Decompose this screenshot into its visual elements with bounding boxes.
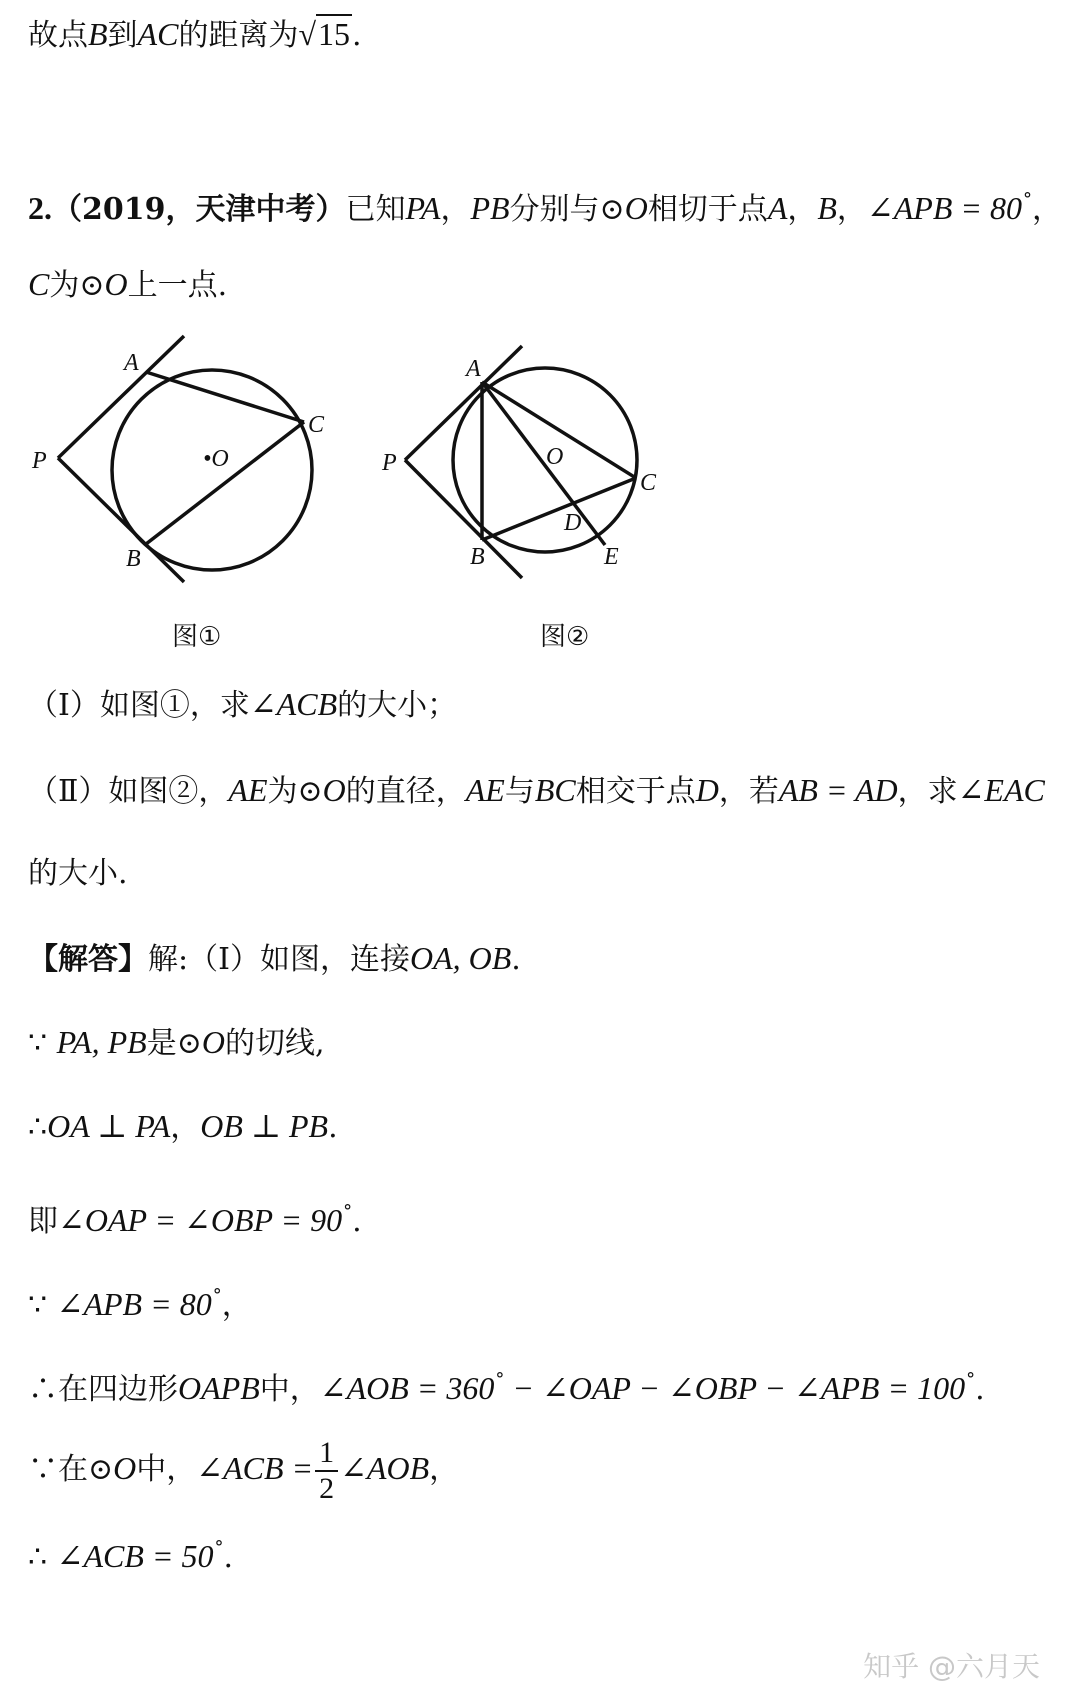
text: 故点 bbox=[28, 18, 88, 53]
text: 的大小； bbox=[337, 688, 458, 723]
var: − ∠OAP − ∠OBP − ∠APB = 100 bbox=[504, 1370, 966, 1406]
fig2-diameter-ae bbox=[482, 382, 605, 545]
var: AE bbox=[228, 772, 268, 808]
text: （Ⅱ）如图②， bbox=[28, 774, 229, 809]
var: OA, OB bbox=[409, 940, 512, 976]
var: PB bbox=[470, 190, 510, 226]
var: OA ⊥ PA bbox=[47, 1108, 171, 1144]
text-line-distance bbox=[28, 14, 362, 56]
because-symbol: ∵ bbox=[28, 1288, 48, 1323]
answer-intro bbox=[28, 938, 521, 980]
fig1-label-c: C bbox=[308, 412, 325, 438]
text: 是⊙ bbox=[146, 1026, 202, 1061]
text: 中， bbox=[259, 1372, 320, 1407]
fig2-tangent-pa bbox=[405, 346, 522, 460]
degree: ° bbox=[212, 1285, 222, 1306]
text: . bbox=[352, 1204, 362, 1239]
var: OB ⊥ PB bbox=[200, 1108, 329, 1144]
answer-step-6 bbox=[28, 1436, 459, 1506]
var: B bbox=[817, 190, 837, 226]
question-2-cont bbox=[28, 854, 128, 894]
watermark: 知乎 @六月天 bbox=[863, 1650, 1040, 1683]
text: 即 bbox=[28, 1204, 58, 1239]
var: ∠APB = 80 bbox=[866, 190, 1022, 226]
answer-step-5 bbox=[28, 1360, 985, 1410]
answer-label: 【解答】 bbox=[28, 942, 148, 977]
var: O bbox=[104, 266, 128, 302]
text: ，求 bbox=[897, 774, 958, 809]
problem-line-1 bbox=[28, 180, 1062, 230]
var: AB = AD bbox=[778, 772, 898, 808]
fig2-label-b: B bbox=[470, 544, 485, 570]
text: . bbox=[975, 1372, 985, 1407]
var: ∠AOB bbox=[340, 1450, 430, 1486]
var: O bbox=[201, 1024, 225, 1060]
figure-2 bbox=[370, 330, 670, 600]
because-symbol: ∵ bbox=[28, 1026, 48, 1061]
problem-line-2 bbox=[28, 264, 227, 306]
answer-step-1 bbox=[28, 1022, 325, 1064]
var: ∠ACB = bbox=[196, 1450, 314, 1486]
denominator: 2 bbox=[319, 1472, 335, 1505]
therefore-symbol: ∴ bbox=[28, 1540, 48, 1575]
var: ∠EAC bbox=[957, 772, 1045, 808]
fig2-label-c: C bbox=[640, 470, 657, 496]
fig1-tangent-pb bbox=[58, 458, 184, 582]
fig2-label-e: E bbox=[604, 544, 619, 570]
text: . bbox=[223, 1540, 234, 1575]
fig1-label-p: P bbox=[32, 448, 47, 474]
text: 已知 bbox=[345, 192, 406, 227]
text: ，若 bbox=[718, 774, 779, 809]
degree: ° bbox=[495, 1369, 505, 1390]
text: 相切于点 bbox=[647, 192, 768, 227]
text: ， bbox=[170, 1110, 201, 1145]
fig1-label-b: B bbox=[126, 546, 141, 572]
answer-step-3 bbox=[28, 1192, 362, 1242]
var: PA, PB bbox=[56, 1024, 147, 1060]
degree: ° bbox=[343, 1201, 353, 1222]
var: C bbox=[28, 266, 50, 302]
var: ∠APB = 80 bbox=[56, 1286, 212, 1322]
degree: ° bbox=[1022, 189, 1032, 210]
question-2 bbox=[28, 770, 1045, 812]
var: PA bbox=[405, 190, 441, 226]
text: （Ⅰ）如图①，求 bbox=[28, 688, 250, 723]
fig2-label-o: O bbox=[546, 444, 564, 470]
var: BC bbox=[534, 772, 576, 808]
fig2-label-a: A bbox=[466, 356, 481, 382]
fraction-half bbox=[315, 1436, 338, 1506]
degree: ° bbox=[966, 1369, 976, 1390]
var: D bbox=[695, 772, 719, 808]
fig1-chord-bc bbox=[146, 422, 304, 544]
fig1-caption: 图① bbox=[172, 622, 222, 652]
text: ， bbox=[1031, 192, 1062, 227]
text: ， bbox=[429, 1452, 460, 1487]
text: . bbox=[328, 1110, 338, 1145]
answer-step-7 bbox=[28, 1528, 233, 1578]
problem-source: （2019，天津中考） bbox=[52, 192, 346, 227]
var: ∠OAP = ∠OBP = 90 bbox=[58, 1202, 343, 1238]
text: ， bbox=[440, 192, 471, 227]
text: 在四边形 bbox=[58, 1372, 178, 1407]
sqrt: √15 bbox=[298, 16, 350, 52]
text: 的直径， bbox=[345, 774, 466, 809]
text: ， bbox=[221, 1288, 252, 1323]
var: A bbox=[767, 190, 788, 226]
var: AC bbox=[137, 16, 179, 52]
figure-1 bbox=[0, 320, 360, 610]
text: 的距离为 bbox=[178, 18, 299, 53]
var: O bbox=[624, 190, 648, 226]
text: 相交于点 bbox=[575, 774, 696, 809]
text: 在⊙ bbox=[58, 1452, 114, 1487]
degree: ° bbox=[214, 1537, 224, 1558]
text: ， bbox=[787, 192, 818, 227]
text: 分别与⊙ bbox=[509, 192, 625, 227]
text: 解:（Ⅰ）如图，连接 bbox=[148, 942, 410, 977]
var: AE bbox=[465, 772, 505, 808]
text: 为⊙ bbox=[267, 774, 323, 809]
var: O bbox=[322, 772, 346, 808]
text: 与 bbox=[504, 774, 535, 809]
fig2-caption: 图② bbox=[540, 622, 590, 652]
therefore-symbol: ∴ bbox=[28, 1110, 48, 1145]
var: ∠ACB = 50 bbox=[56, 1538, 214, 1574]
text: 到 bbox=[107, 18, 138, 53]
numerator: 1 bbox=[315, 1436, 338, 1472]
answer-step-2 bbox=[28, 1106, 338, 1148]
radicand: 15 bbox=[318, 16, 350, 52]
therefore-symbol: ∴ bbox=[28, 1372, 58, 1407]
text: 的大小. bbox=[28, 856, 128, 891]
problem-number: 2. bbox=[28, 190, 52, 226]
var: O bbox=[113, 1450, 137, 1486]
question-1 bbox=[28, 684, 457, 726]
because-symbol: ∵ bbox=[28, 1452, 58, 1487]
text: 的切线, bbox=[224, 1026, 325, 1061]
fig2-label-d: D bbox=[564, 510, 582, 536]
text: 为⊙ bbox=[49, 268, 105, 303]
var: ∠ACB bbox=[249, 686, 338, 722]
text: ， bbox=[836, 192, 867, 227]
text: . bbox=[352, 18, 362, 53]
fig2-label-p: P bbox=[382, 450, 397, 476]
text: 中， bbox=[136, 1452, 197, 1487]
fig2-chord-bc bbox=[482, 478, 636, 540]
fig1-label-a: A bbox=[124, 350, 139, 376]
fig1-tangent-pa bbox=[58, 336, 184, 458]
var: ∠AOB = 360 bbox=[319, 1370, 495, 1406]
text: . bbox=[511, 942, 521, 977]
var: OAPB bbox=[178, 1370, 260, 1406]
fig1-label-o: •O bbox=[203, 446, 229, 472]
text: 上一点. bbox=[127, 268, 228, 303]
answer-step-4 bbox=[28, 1276, 252, 1326]
fig2-tangent-pb bbox=[405, 460, 522, 578]
var: B bbox=[88, 16, 108, 52]
